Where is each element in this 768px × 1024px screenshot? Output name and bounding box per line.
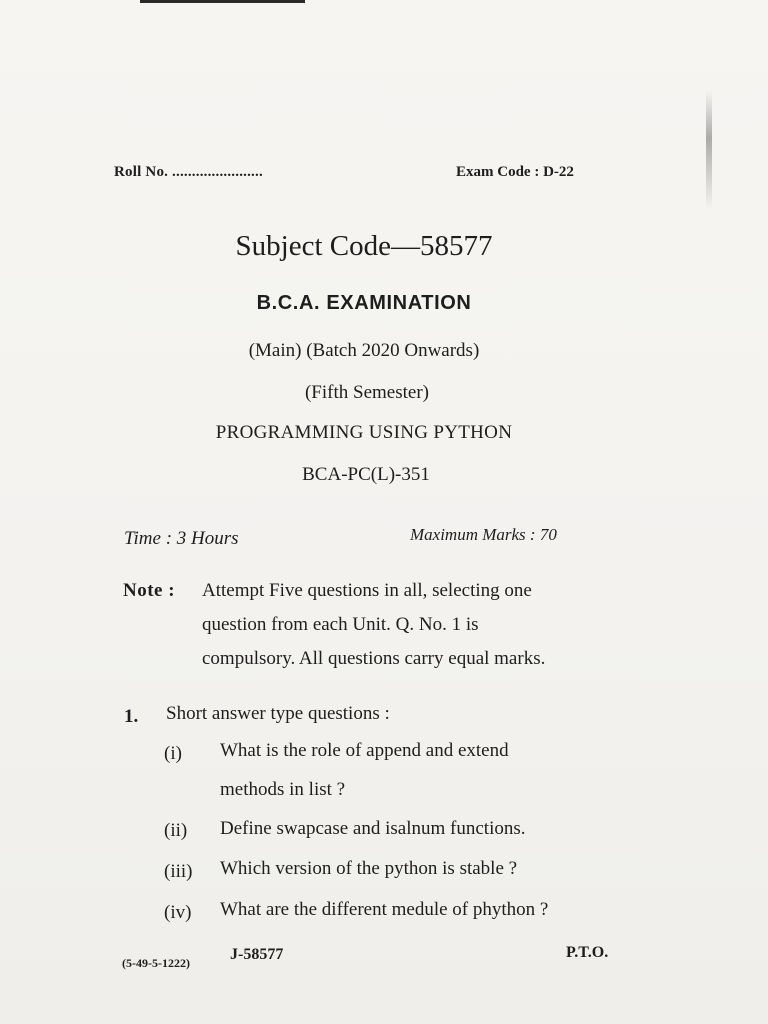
semester-line: (Fifth Semester) bbox=[304, 382, 429, 403]
subject-code: Subject Code—58577 bbox=[235, 230, 493, 262]
footer-print-code: (5-49-5-1222) bbox=[122, 956, 190, 970]
footer-pto: P.T.O. bbox=[566, 944, 609, 961]
examination-title: B.C.A. EXAMINATION bbox=[256, 292, 472, 314]
scan-edge-right bbox=[706, 90, 712, 210]
sub-question-number: (ii) bbox=[164, 820, 188, 841]
sub-question-text: methods in list ? bbox=[220, 779, 346, 800]
sub-question-number: (iv) bbox=[164, 902, 192, 923]
batch-line: (Main) (Batch 2020 Onwards) bbox=[248, 340, 480, 361]
time-allowed: Time : 3 Hours bbox=[124, 528, 239, 549]
note-label: Note : bbox=[123, 580, 176, 601]
maximum-marks: Maximum Marks : 70 bbox=[410, 525, 557, 544]
exam-code: Exam Code : D-22 bbox=[456, 164, 574, 180]
sub-question-number: (i) bbox=[164, 743, 182, 764]
question-number: 1. bbox=[124, 706, 139, 727]
scan-edge-top bbox=[140, 0, 305, 3]
note-line: question from each Unit. Q. No. 1 is bbox=[202, 614, 479, 635]
course-title: PROGRAMMING USING PYTHON bbox=[215, 422, 513, 443]
sub-question-text: Define swapcase and isalnum functions. bbox=[220, 818, 526, 839]
question-text: Short answer type questions : bbox=[166, 703, 390, 724]
note-line: Attempt Five questions in all, selecting one bbox=[202, 580, 532, 601]
paper-code: BCA-PC(L)-351 bbox=[302, 464, 430, 485]
sub-question-number: (iii) bbox=[164, 861, 193, 882]
footer-paper-code: J-58577 bbox=[230, 946, 284, 963]
sub-question-text: Which version of the python is stable ? bbox=[220, 858, 518, 879]
note-line: compulsory. All questions carry equal marks. bbox=[202, 648, 546, 669]
sub-question-text: What is the role of append and extend bbox=[220, 740, 509, 761]
sub-question-text: What are the different medule of phython ? bbox=[220, 899, 549, 920]
roll-number-field: Roll No. ....................... bbox=[114, 164, 263, 180]
